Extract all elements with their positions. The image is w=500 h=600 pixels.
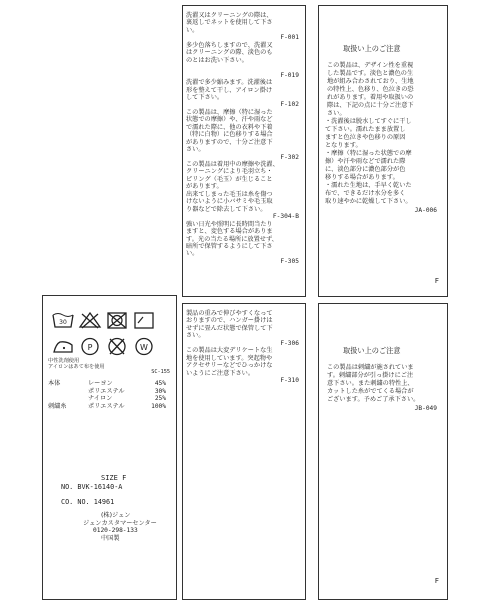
customer-center: ジュンカスタマーセンター (83, 519, 157, 527)
notice-bullet-line: 移りする場合があります。 (325, 174, 399, 181)
notice-bullet-line: となります。 (325, 142, 362, 149)
notice-line: 意下さい。また刺繍の特性上、 (327, 380, 414, 387)
care-label-middle-bottom (182, 303, 306, 600)
no-bleach-icon (78, 310, 102, 330)
note-line: いようにご注意下さい。 (186, 369, 255, 377)
notice-line: カットした糸がでてくる場合が (327, 388, 414, 395)
svg-text:W: W (140, 343, 148, 352)
composition-percent: 45% (154, 380, 166, 387)
note-line: はクリーニングの際、淡色のも (186, 49, 273, 57)
note-code: F-306 (280, 339, 299, 347)
care-label-right-top (318, 5, 448, 297)
line-dry-icon (132, 310, 156, 330)
note-line: 多少色落ちしますので、洗濯又 (186, 41, 273, 49)
note-code: F-310 (280, 377, 299, 385)
note-code: F-001 (280, 34, 299, 42)
notice-code: JB-049 (414, 405, 437, 412)
composition-percent: 100% (151, 402, 166, 410)
notice-line: 地が組み合わされており、生地 (327, 78, 414, 85)
phone-number: 0120-298-133 (93, 527, 138, 534)
notice-bullet-line: ・洗濯後は脱水してすぐに干し (325, 118, 412, 125)
note-line: けないように小バサミや毛玉取 (186, 198, 273, 206)
care-label-middle-top (182, 5, 306, 297)
notice-code: JA-006 (414, 207, 437, 214)
notice-bullet-line: ・摩擦（特に湿った状態での摩 (325, 150, 412, 157)
note-line: して下さい。 (186, 93, 224, 101)
notice-line: この製品は、デザイン性を重視 (327, 62, 414, 69)
note-line: 裏返しでネットを使用して下さ (186, 19, 273, 27)
note-line: で濡れた際に、他の衣料や下着 (186, 123, 273, 131)
note-line: クリーニングにより毛羽立ち・ (186, 168, 273, 176)
note-line: ますと、変色する場合がありま (186, 228, 273, 236)
no-tumble-dry-icon (105, 310, 129, 330)
wash-30-icon (51, 310, 75, 330)
notice-bullet-line: に、淡色部分に濃色部分が色 (325, 166, 406, 173)
co-number: CO. NO. 14961 (61, 498, 115, 506)
note-line: せずに畳んだ状態で保管して下 (186, 324, 273, 332)
notice-line: れがあります。着用や取扱いの (327, 94, 414, 101)
note-line: おりますので、ハンガー掛けは (186, 317, 273, 325)
note-line: 洗濯で多少縮みます。洗濯後は (186, 79, 273, 87)
note-line: 形を整えて干し、アイロン掛け (186, 86, 273, 94)
note-line: さい。 (186, 332, 205, 340)
note-line: い。 (186, 26, 199, 34)
note-code: F-305 (280, 257, 299, 265)
notice-line: の特性上、色移り、色泣きの恐 (327, 86, 414, 93)
notice-bullet-line: 取り速やかに乾燥して下さい。 (325, 198, 412, 205)
notice-bullet-line: ますと色泣きや色移りの原因 (325, 134, 406, 141)
size-label: SIZE F (101, 474, 127, 482)
note-line: があります。 (186, 183, 223, 191)
note-code: F-302 (280, 153, 299, 161)
note-line: 地を使用しています。突起物や (186, 354, 273, 362)
note-line: 暗所で保管するようにして下さ (186, 242, 273, 250)
note-line: （特に白物）に色移りする場合 (186, 131, 273, 139)
notice-line: さい。 (327, 110, 346, 117)
care-label-left (42, 295, 177, 600)
note-line: 出来てしまった毛玉は糸を傷つ (186, 190, 273, 198)
note-line: す。光の当たる場所に放置せず、 (186, 235, 278, 243)
spec-code: SC-155 (151, 369, 170, 375)
wet-clean-w-icon (132, 336, 156, 356)
care-note: 中性洗剤使用 (48, 358, 80, 364)
notice-bullet-line: ・濡れた生地は、手早く乾いた (325, 182, 412, 189)
notice-bullet-line: 擦）や汗や雨などで濡れた際 (325, 158, 406, 165)
notice-line: 際は、下記の点に十分ご注意下 (327, 102, 414, 109)
composition-material: ポリエステル (88, 387, 125, 395)
product-number: NO. BVK-16140-A (61, 483, 123, 491)
note-line: さい。 (186, 146, 205, 154)
note-line: この製品は着用中の摩擦や洗濯、 (186, 161, 279, 168)
svg-text:P: P (87, 343, 93, 352)
composition-part: 刺繍糸 (48, 402, 67, 410)
notice-bullet-line: て下さい。濡れたまま放置し (325, 126, 406, 133)
composition-percent: 25% (154, 395, 166, 402)
notice-title: 取扱い上のご注意 (343, 346, 401, 355)
dry-clean-p-icon (78, 336, 102, 356)
note-code: F-304-B (272, 213, 299, 221)
notice-line: す。刺繍部分が引っ掛けにご注 (327, 372, 414, 379)
notice-title: 取扱い上のご注意 (343, 44, 401, 53)
note-line: がありますので、十分ご注意下 (186, 138, 273, 146)
note-line: 状態での摩擦）や、汗や雨など (186, 116, 273, 124)
notice-line: この製品は刺繍が施されていま (327, 364, 414, 371)
note-line: 洗濯又はクリーニングの際は、 (186, 12, 273, 19)
composition-part: 本体 (48, 380, 61, 387)
note-line: い。 (186, 250, 199, 258)
wash-temperature: 30 (59, 319, 67, 326)
dry-clean-no-icon (105, 336, 129, 356)
care-label-right-bottom (318, 303, 448, 600)
note-line: り器などで除去して下さい。 (186, 205, 267, 213)
composition-material: ポリエステル (88, 402, 125, 410)
care-note: アイロンはあて布を使用 (48, 364, 105, 370)
size-mark: F (434, 577, 439, 585)
note-line: この製品は、摩擦（特に湿った (186, 108, 273, 116)
company-name: (株)ジュン (101, 512, 131, 519)
note-line: ピリング（毛玉）が生じること (186, 175, 273, 183)
composition-material: ナイロン (88, 395, 113, 402)
note-line: 強い日光や照明に長時間当たり (186, 220, 273, 228)
iron-low-icon (51, 336, 75, 356)
notice-line: ございます。予めご了承下さい。 (327, 396, 420, 403)
composition-percent: 30% (154, 387, 166, 395)
country-of-origin: 中国製 (101, 534, 120, 542)
note-line: 製品の重みで伸びやすくなって (186, 310, 273, 317)
note-code: F-019 (280, 71, 299, 79)
note-line: この製品は大変デリケートな生 (186, 347, 273, 355)
note-line: アクセサリーなどでひっかけな (186, 362, 273, 370)
note-line: のとはお洗い下さい。 (186, 56, 248, 64)
composition-material: レーヨン (88, 380, 113, 387)
notice-line: した製品です。淡色と濃色の生 (327, 70, 414, 77)
size-mark: F (434, 277, 439, 285)
note-code: F-102 (280, 101, 299, 109)
notice-bullet-line: 布で、できるだけ水分を多く (325, 190, 406, 197)
